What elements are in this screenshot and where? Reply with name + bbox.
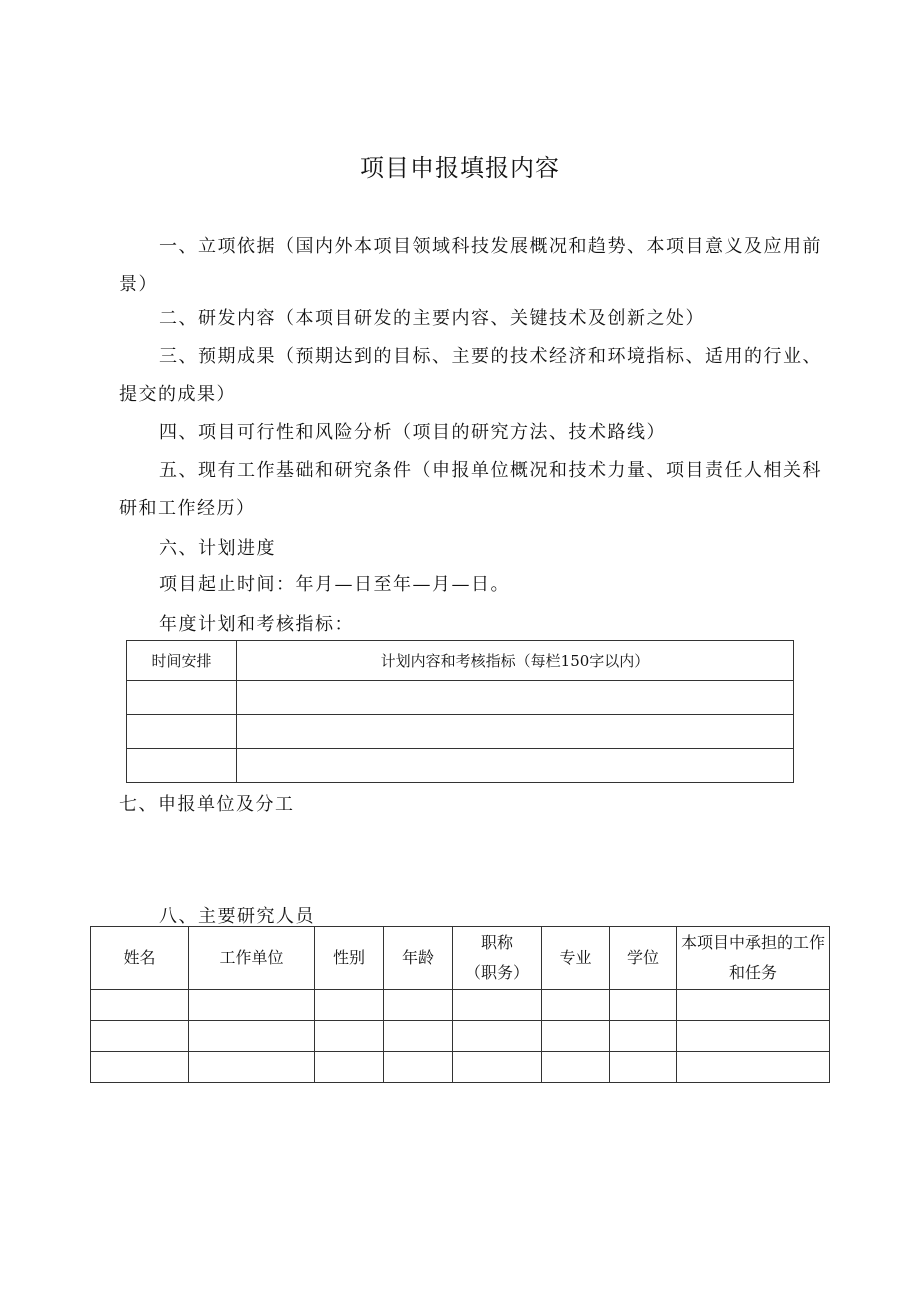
plan-header-content: 计划内容和考核指标（每栏150字以内） — [237, 641, 794, 681]
staff-cell[interactable] — [453, 1021, 542, 1052]
staff-cell[interactable] — [315, 1021, 384, 1052]
section-8-staff: 八、主要研究人员 — [159, 906, 315, 927]
staff-cell[interactable] — [189, 1052, 315, 1083]
staff-cell[interactable] — [384, 1052, 453, 1083]
staff-cell[interactable] — [610, 1052, 677, 1083]
section-5-foundation: 五、现有工作基础和研究条件（申报单位概况和技术力量、项目责任人相关科研和工作经历） — [119, 460, 822, 519]
staff-header-title-line2: （职务） — [464, 963, 529, 982]
staff-cell[interactable] — [677, 1052, 830, 1083]
plan-header-row — [127, 641, 794, 681]
staff-cell[interactable] — [315, 990, 384, 1021]
plan-header-time: 时间安排 — [127, 641, 237, 681]
staff-cell[interactable] — [610, 990, 677, 1021]
section-1-basis: 一、立项依据（国内外本项目领域科技发展概况和趋势、本项目意义及应用前景） — [119, 236, 822, 295]
staff-cell[interactable] — [384, 1021, 453, 1052]
table-row — [127, 715, 794, 749]
staff-header-task-line2: 和任务 — [728, 963, 777, 982]
section-3-results: 三、预期成果（预期达到的目标、主要的技术经济和环境指标、适用的行业、提交的成果） — [119, 346, 822, 405]
staff-cell[interactable] — [453, 1052, 542, 1083]
table-row — [127, 749, 794, 783]
table-row — [91, 1021, 830, 1052]
staff-header-title-line1: 职称 — [480, 933, 513, 952]
staff-cell[interactable] — [542, 990, 610, 1021]
staff-cell[interactable] — [91, 990, 189, 1021]
staff-header-major: 专业 — [542, 927, 610, 990]
section-6-schedule: 六、计划进度 — [159, 538, 276, 559]
annual-plan-label: 年度计划和考核指标： — [159, 614, 354, 635]
plan-cell[interactable] — [237, 715, 794, 749]
page-title: 项目申报填报内容 — [360, 154, 560, 182]
staff-cell[interactable] — [677, 990, 830, 1021]
staff-cell[interactable] — [384, 990, 453, 1021]
section-2-content: 二、研发内容（本项目研发的主要内容、关键技术及创新之处） — [159, 308, 705, 329]
table-row — [91, 1052, 830, 1083]
staff-header-task — [677, 927, 830, 990]
section-7-units: 七、申报单位及分工 — [119, 794, 295, 815]
staff-cell[interactable] — [91, 1052, 189, 1083]
staff-cell[interactable] — [453, 990, 542, 1021]
table-row — [127, 681, 794, 715]
plan-cell[interactable] — [127, 715, 237, 749]
table-row — [91, 990, 830, 1021]
staff-cell[interactable] — [677, 1021, 830, 1052]
staff-cell[interactable] — [315, 1052, 384, 1083]
staff-cell[interactable] — [542, 1052, 610, 1083]
staff-header-age: 年龄 — [384, 927, 453, 990]
staff-header-gender: 性别 — [315, 927, 384, 990]
staff-header-title — [453, 927, 542, 990]
plan-cell[interactable] — [127, 681, 237, 715]
project-period-line: 项目起止时间：年月—日至年—月—日。 — [159, 574, 510, 595]
section-4-feasibility: 四、项目可行性和风险分析（项目的研究方法、技术路线） — [159, 422, 666, 443]
staff-header-task-line1: 本项目中承担的工作 — [680, 933, 825, 952]
staff-header-unit: 工作单位 — [189, 927, 315, 990]
staff-header-name: 姓名 — [91, 927, 189, 990]
plan-cell[interactable] — [237, 681, 794, 715]
annual-plan-table — [126, 640, 794, 783]
staff-cell[interactable] — [542, 1021, 610, 1052]
plan-cell[interactable] — [237, 749, 794, 783]
staff-header-degree: 学位 — [610, 927, 677, 990]
plan-cell[interactable] — [127, 749, 237, 783]
staff-cell[interactable] — [189, 990, 315, 1021]
staff-header-row — [91, 927, 830, 990]
staff-cell[interactable] — [610, 1021, 677, 1052]
staff-cell[interactable] — [91, 1021, 189, 1052]
staff-cell[interactable] — [189, 1021, 315, 1052]
staff-table — [90, 926, 830, 1083]
